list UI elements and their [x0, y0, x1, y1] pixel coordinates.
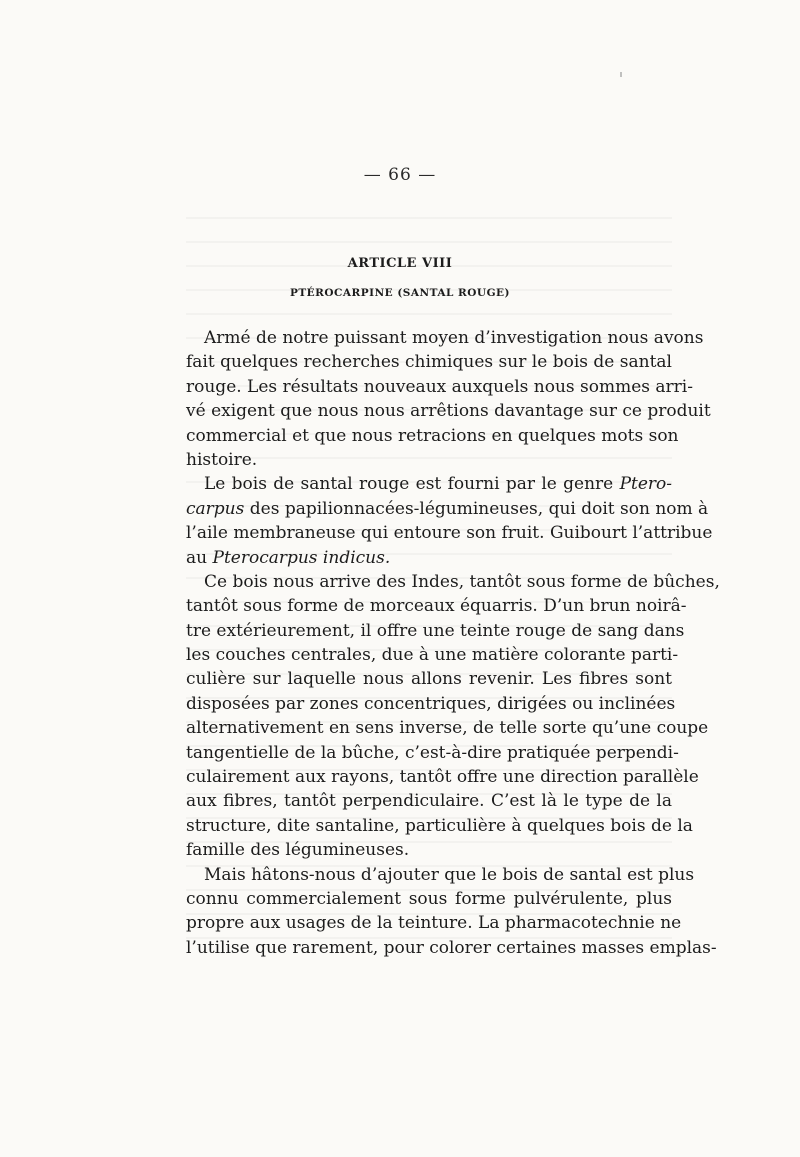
text-line [186, 375, 693, 399]
line-text: aux fibres, tantôt perpendiculaire. C’est là le type de la [186, 791, 672, 812]
line-text: tantôt sous forme de morceaux équarris. D’un brun noirâ- [186, 596, 687, 617]
body-text [186, 326, 720, 960]
paragraph [186, 326, 711, 472]
text-line [186, 643, 679, 667]
text-line [186, 692, 676, 716]
text-line [186, 765, 699, 789]
text-line [186, 887, 672, 911]
line-text: histoire. [186, 449, 258, 470]
text-line [186, 741, 679, 765]
line-text: disposées par zones concentriques, dirigées ou inclinées [186, 693, 676, 714]
text-line [186, 350, 672, 374]
text-line [186, 789, 672, 813]
text-line [186, 911, 682, 935]
line-text: des papilionnacées-légumineuses, qui doit son nom à [244, 498, 709, 519]
text-line [186, 326, 704, 350]
text-line [186, 838, 672, 862]
line-text: l’aile membraneuse qui entoure son fruit. Guibourt l’attribue [186, 523, 713, 544]
line-text: l’utilise que rarement, pour colorer certaines masses emplas- [186, 937, 717, 958]
line-text: culairement aux rayons, tantôt offre une direction parallèle [186, 767, 699, 788]
line-text: culière sur laquelle nous allons revenir. Les fibres sont [186, 669, 672, 690]
line-text: Le bois de santal rouge est fourni par le genre [204, 474, 620, 495]
paragraph [186, 863, 717, 961]
text-line [186, 546, 672, 570]
article-subtitle: PTÉROCARPINE (SANTAL ROUGE) [289, 287, 511, 299]
italic-text: Pterocarpus indicus. [212, 547, 391, 568]
text-line [186, 594, 687, 618]
text-line [186, 570, 720, 594]
text-line [186, 936, 717, 960]
paragraph [186, 570, 720, 863]
paragraph [186, 472, 713, 570]
text-line [186, 667, 672, 691]
line-text: structure, dite santaline, particulière à quelques bois de la [186, 815, 693, 836]
line-text: tangentielle de la bûche, c’est-à-dire pratiquée perpendi- [186, 742, 679, 763]
text-line [186, 521, 713, 545]
text-line [186, 619, 685, 643]
text-line [186, 716, 709, 740]
margin-mark [620, 72, 622, 77]
line-text: Mais hâtons-nous d’ajouter que le bois de santal est plus [204, 864, 695, 885]
text-line [186, 399, 711, 423]
article-title: ARTICLE VIII [347, 256, 453, 271]
line-text: les couches centrales, due à une matière colorante parti- [186, 645, 679, 666]
text-line [186, 863, 695, 887]
line-text: fait quelques recherches chimiques sur le bois de santal [186, 352, 672, 373]
line-text: rouge. Les résultats nouveaux auxquels nous sommes arri- [186, 376, 693, 397]
line-text: Armé de notre puissant moyen d’investigation nous avons [204, 328, 704, 348]
text-line [186, 448, 672, 472]
line-text: au [186, 547, 213, 568]
italic-text: carpus [186, 498, 245, 519]
line-text: connu commercialement sous forme pulvérulente, plus [186, 888, 672, 909]
line-text: tre extérieurement, il offre une teinte rouge de sang dans [186, 620, 685, 641]
text-line [186, 814, 693, 838]
line-text: famille des légumineuses. [186, 840, 410, 861]
line-text: Ce bois nous arrive des Indes, tantôt sous forme de bûches, [204, 571, 720, 592]
text-line [186, 472, 672, 496]
page-number: — 66 — [363, 165, 437, 185]
line-text: alternativement en sens inverse, de telle sorte qu’une coupe [186, 718, 709, 739]
line-text: vé exigent que nous nous arrêtions davantage sur ce produit [186, 401, 711, 422]
italic-text: Ptero- [619, 474, 672, 495]
text-line [186, 497, 709, 521]
line-text: commercial et que nous retracions en quelques mots son [186, 425, 679, 446]
line-text: propre aux usages de la teinture. La pharmacotechnie ne [186, 913, 682, 934]
text-line [186, 424, 679, 448]
